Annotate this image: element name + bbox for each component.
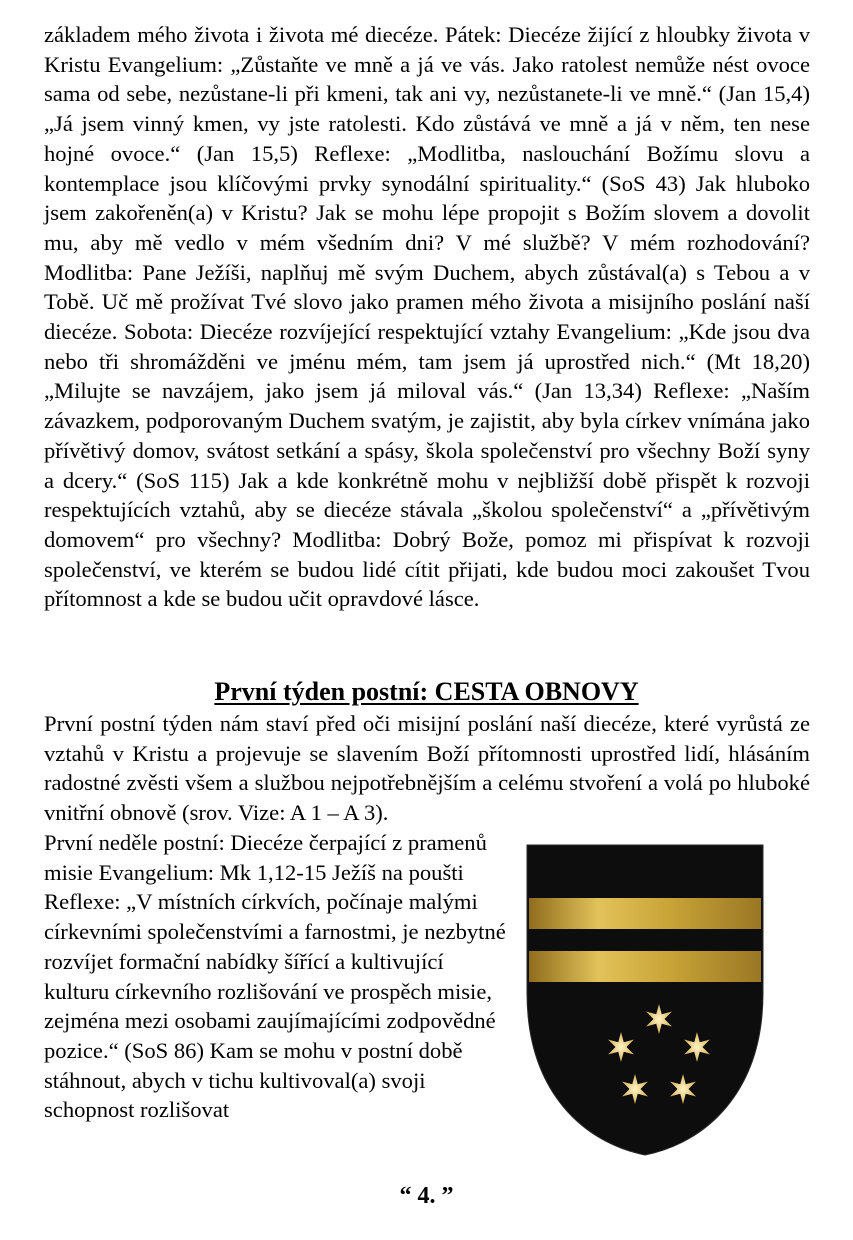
coat-of-arms [525,843,765,1157]
section-heading: První týden postní: CESTA OBNOVY [214,677,639,706]
body-paragraph-first-sunday: První neděle postní: Diecéze čerpající z pramenů misie Evangelium: Mk 1,12-15 Ježíš na poušti Reflexe: „V místních církvích, počínaje malými církevními společenstvími a farnostmi, je nezbytné rozvíjet formační nabídky šířící a kultivující kulturu církevního rozlišování ve prospěch misie, zejména mezi osobami zaujímajícími zodpovědné pozice.“ (SoS 86) Kam se mohu v postní době stáhnout, abych v tichu kultivoval(a) svoji schopnost rozlišovat [44,830,506,1123]
shield-coat-of-arms-icon [525,843,765,1157]
shield-field [527,845,763,1155]
body-paragraph-friday-saturday: základem mého života i života mé diecéze. Pátek: Diecéze žijící z hloubky života v Kristu Evangelium: „Zůstaňte ve mně a já ve vás. Jako ratolest nemůže nést ovoce sama od sebe, nezůstane-li při kmeni, tak ani vy, nezůstanete-li ve mně.“ (Jan 15,4) „Já jsem vinný kmen, vy jste ratolesti. Kdo zůstává ve mně a já v něm, ten nese hojné ovoce.“ (Jan 15,5) Reflexe: „Modlitba, naslouchání Božímu slovu a kontemplace jsou klíčovými prvky synodální spirituality.“ (SoS 43) Jak hluboko jsem zakořeněn(a) v Kristu? Jak se mohu lépe propojit s Božím slovem a dovolit mu, aby mě vedlo v mém všedním dni? V mé službě? V mém rozhodování? Modlitba: Pane Ježíši, naplňuj mě svým Duchem, abych zůstával(a) s Tebou a v Tobě. Uč mě prožívat Tvé slovo jako pramen mého života a misijního poslání naší diecéze. Sobota: Diecéze rozvíjející respektující vztahy Evangelium: „Kde jsou dva nebo tři shromážděni ve jménu mém, tam jsem já uprostřed nich.“ (Mt 18,20) „Milujte se navzájem, jako jsem já miloval vás.“ (Jan 13,34) Reflexe: „Naším závazkem, podporovaným Duchem svatým, je zajistit, aby byla církev vnímána jako přívětivý domov, svátost setkání a spásy, škola společenství pro všechny Boží syny a dcery.“ (SoS 115) Jak a kde konkrétně mohu v nejbližší době přispět k rozvoji respektujících vztahů, aby se diecéze stávala „školou společenství“ a „přívětivým domovem“ pro všechny? Modlitba: Dobrý Bože, pomoz mi přispívat k rozvoji společenství, ve kterém se budou lidé cítit přijati, kde budou moci zakoušet Tvou přítomnost a kde se budou učit opravdové lásce. [44,22,810,612]
shield-bar-lower [529,951,761,982]
page-number: “ 4. ” [399,1183,454,1209]
body-paragraph-intro: První postní týden nám staví před oči misijní poslání naší diecéze, které vyrůstá ze vztahů v Kristu a projevuje se slavením Boží přítomnosti uprostřed lidí, hlásáním radostné zvěsti všem a službou nejpotřebnějším a celému stvoření a volá po hluboké vnitřní obnově (srov. Vize: A 1 – A 3). [44,711,810,826]
shield-bar-upper [529,898,761,929]
